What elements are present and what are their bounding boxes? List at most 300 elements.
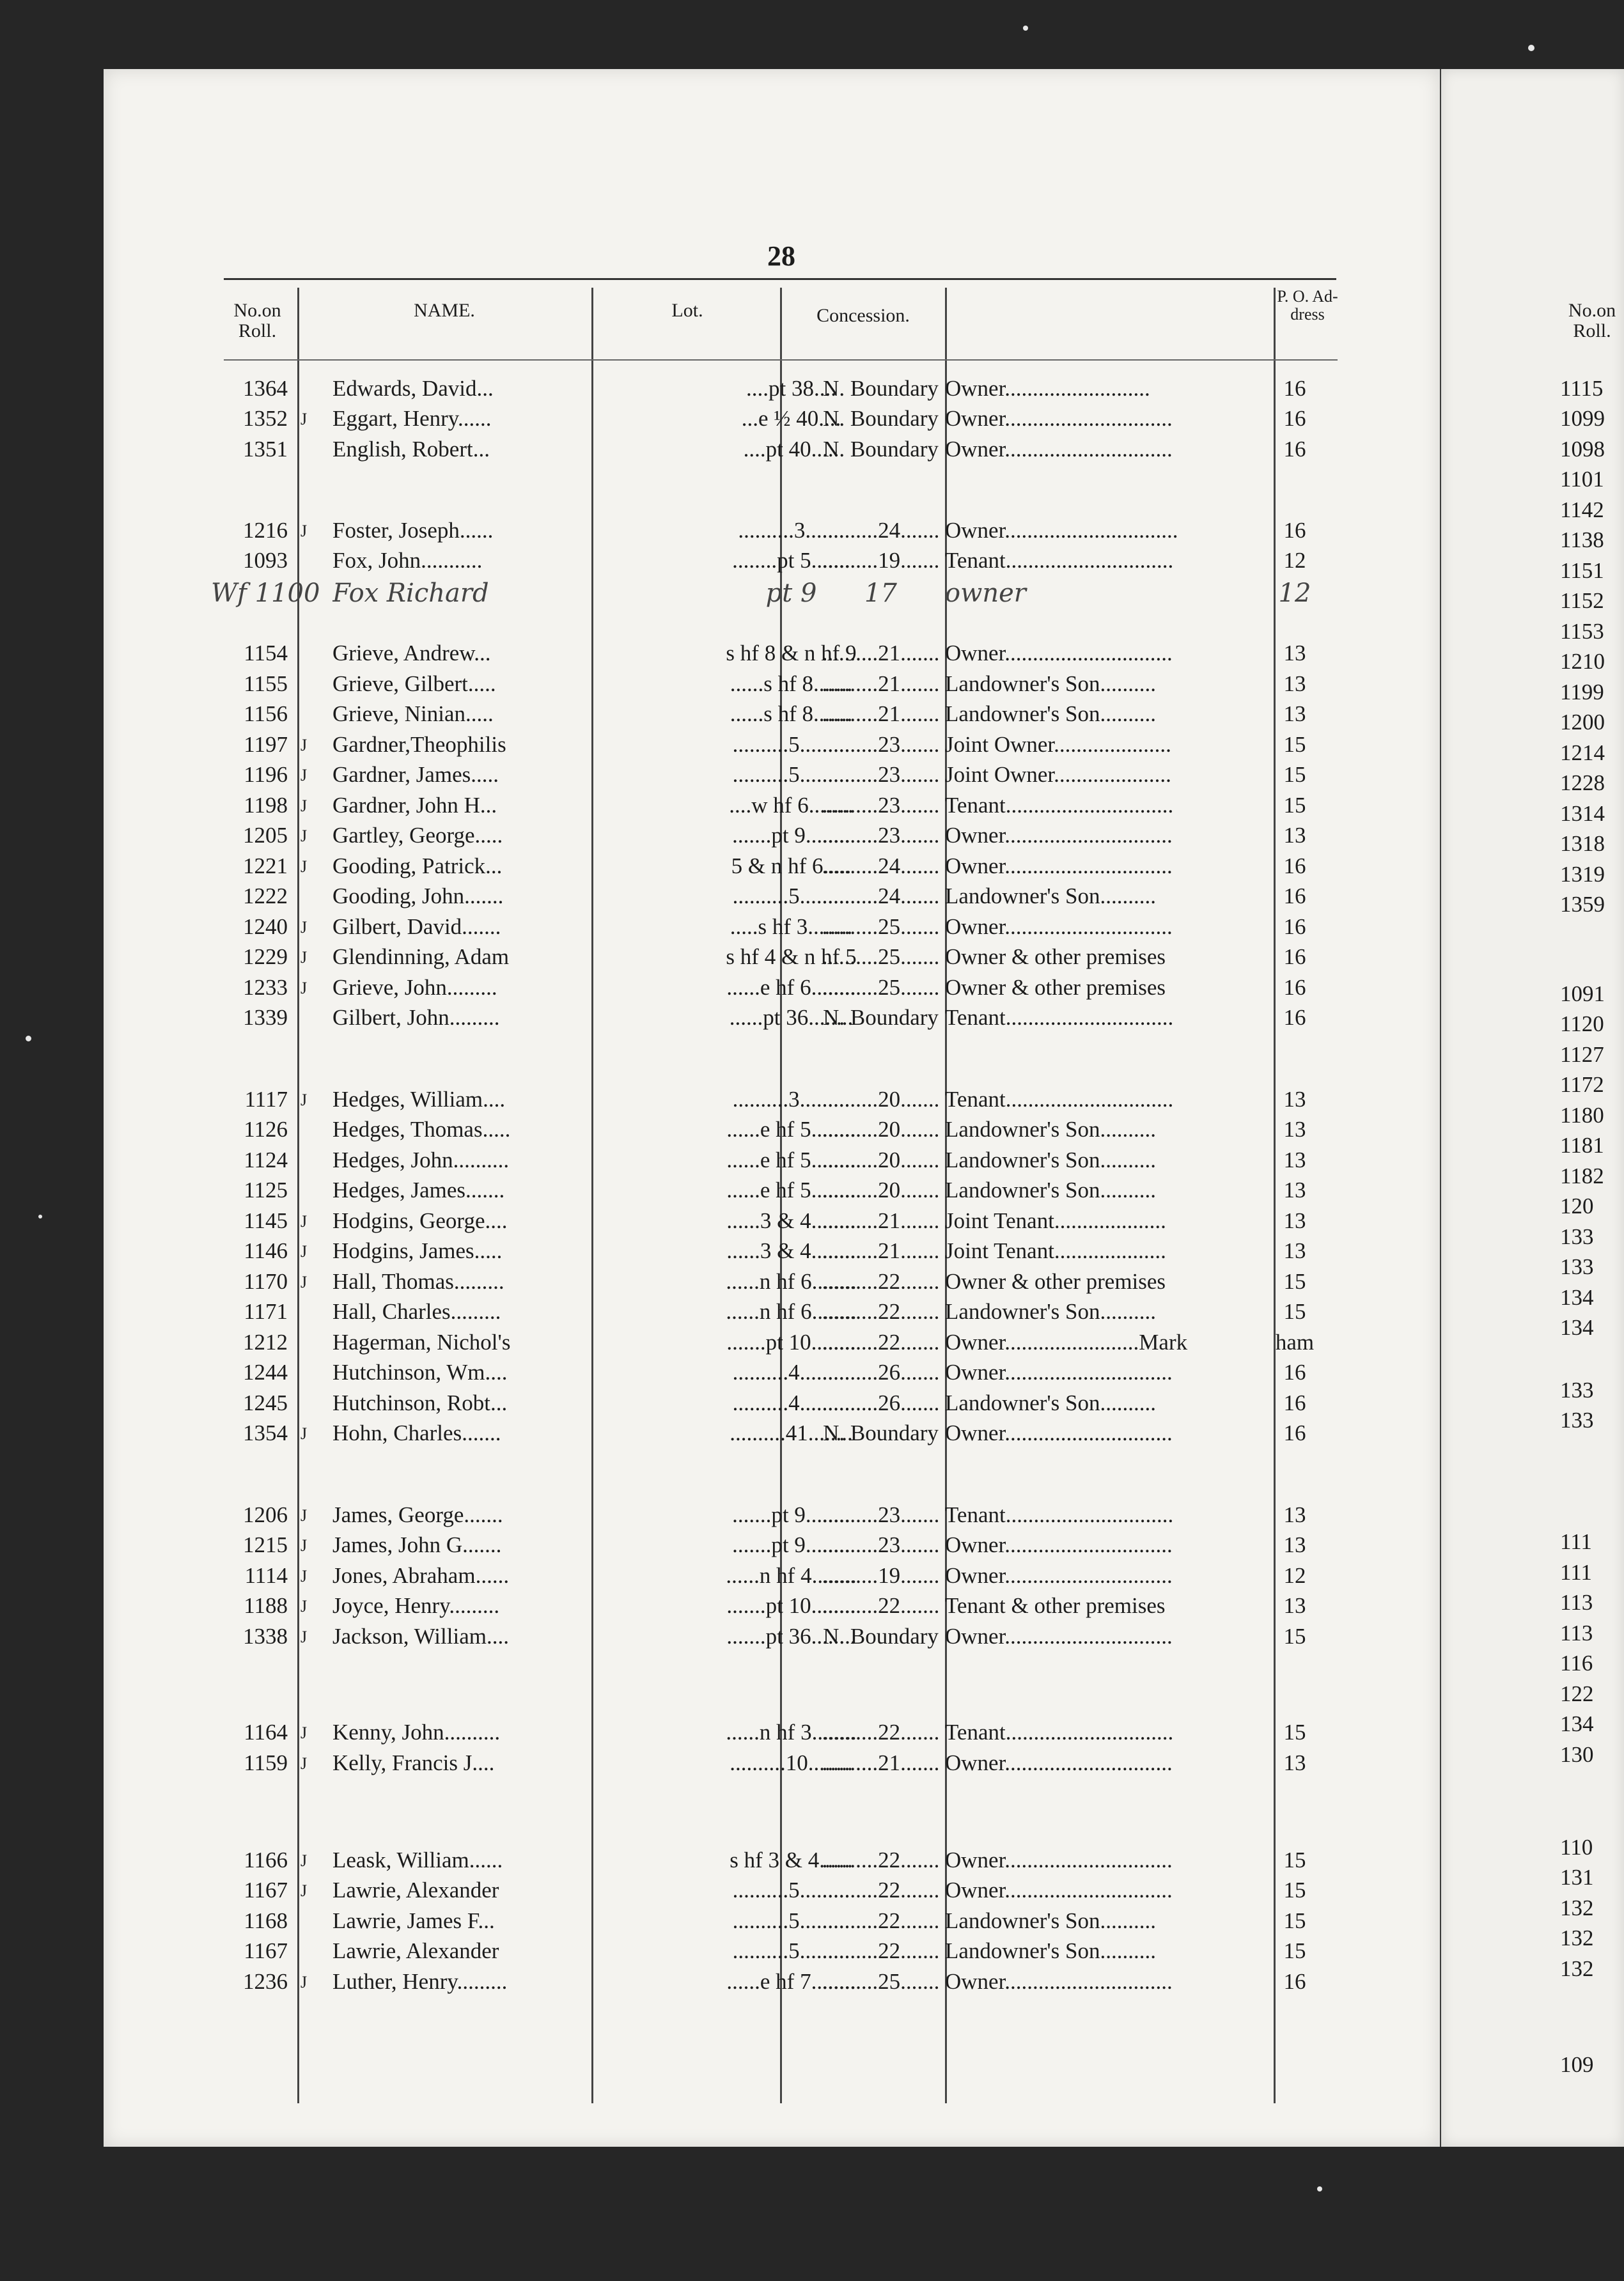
po-address-cell: 12 [1278,579,1311,608]
scan-speck [26,1036,31,1041]
concession-cell: N. Boundary [823,1421,939,1445]
right-page-roll-number: 1199 [1560,680,1604,705]
scan-speck [38,1215,42,1218]
roll-number: 1215 [243,1532,288,1557]
lot-cell: .....s hf 3........ [730,914,853,939]
concession-cell: ..........23....... [822,732,940,757]
po-address-cell: 12 [1283,1563,1306,1588]
table-row [211,701,1355,731]
table-row [211,1532,1355,1562]
roll-number: 1197 [244,732,288,757]
table-row [211,1750,1355,1780]
right-page-roll-number: 133 [1560,1254,1594,1279]
table-row [211,1360,1355,1389]
status-cell: Owner........................Mark [945,1330,1188,1355]
po-address-cell: 16 [1283,1969,1306,1994]
roll-number: 1229 [243,944,288,969]
lot-cell: .......pt 9........ [732,1532,850,1557]
voter-name: Hedges, Thomas..... [332,1117,511,1142]
roll-number: 1351 [243,437,288,462]
header-no-on-roll: No.on Roll. [233,300,281,342]
lot-cell: s hf 3 & 4...... [730,1848,853,1872]
lot-cell: ..........41........ [730,1421,853,1445]
lot-cell: ..........5......... [732,732,850,757]
concession-cell: ..........22....... [822,1938,940,1963]
joint-mark: J [301,1628,308,1646]
right-page-roll-number: 1314 [1560,801,1605,826]
concession-cell: ..........22....... [822,1299,940,1324]
table-row [211,1087,1355,1116]
voter-name: Gardner,Theophilis [332,732,506,757]
table-row [211,1563,1355,1592]
po-address-cell: 15 [1283,732,1306,757]
status-cell: Owner.............................. [945,1969,1173,1994]
header-concession: Concession. [816,305,910,326]
table-row [211,1848,1355,1877]
status-cell: Tenant.............................. [945,1720,1174,1745]
lot-cell: ........pt 5....... [732,548,850,573]
right-page-roll-number: 134 [1560,1285,1594,1310]
status-cell: Joint Owner..................... [945,762,1171,787]
po-address-cell: 13 [1283,701,1306,726]
voter-name: Foster, Joseph...... [332,518,494,543]
roll-number: 1245 [243,1390,288,1415]
status-cell: Tenant.............................. [945,793,1174,818]
status-cell: Tenant.............................. [945,1502,1174,1527]
status-cell: Owner.......................... [945,376,1150,401]
lot-cell: ..........5......... [732,762,850,787]
scan-speck [1528,45,1534,51]
po-address-cell: 16 [1283,1390,1306,1415]
joint-mark: J [301,522,308,540]
header-name: NAME. [414,300,475,321]
page-number: 28 [767,240,795,272]
table-row [211,1878,1355,1907]
roll-number: 1146 [244,1238,288,1263]
roll-number: 1155 [244,671,288,696]
voter-name: Luther, Henry......... [332,1969,508,1994]
concession-cell: ..........23....... [822,793,940,818]
lot-cell: ..........3....... [738,518,845,543]
right-page-roll-number: 1181 [1560,1133,1604,1158]
po-address-cell: 15 [1283,793,1306,818]
po-address-cell: 13 [1283,1087,1306,1112]
po-address-cell: 13 [1283,1238,1306,1263]
joint-mark: J [301,1242,308,1261]
table-row [211,1330,1355,1359]
concession-cell: ..........22....... [822,1878,940,1903]
roll-number: 1125 [244,1178,288,1203]
lot-cell: ......s hf 8....... [730,671,853,696]
roll-number: 1198 [244,793,288,818]
concession-cell: ..........24....... [822,853,940,878]
joint-mark: J [301,1567,308,1585]
concession-cell: ..........22....... [822,1593,940,1618]
scan-speck [1317,2186,1322,2191]
right-page-roll-number: 111 [1560,1560,1592,1585]
joint-mark: J [301,736,308,754]
status-cell: Landowner's Son.......... [945,1148,1157,1172]
concession-cell: ..........23....... [822,823,940,848]
lot-cell: ..........5......... [732,1938,850,1963]
status-cell: Owner.............................. [945,1360,1173,1385]
joint-mark: J [301,948,308,967]
roll-number: 1233 [243,975,288,1000]
concession-cell: N. Boundary [823,406,939,431]
voter-name: Hall, Thomas......... [332,1269,504,1294]
status-cell: Owner.............................. [945,406,1173,431]
voter-name: Hutchinson, Wm.... [332,1360,508,1385]
po-address-cell: 15 [1283,1908,1306,1933]
right-page-roll-number: 116 [1560,1651,1593,1676]
voter-name: Hagerman, Nichol's [332,1330,511,1355]
right-page-roll-number: 1120 [1560,1011,1604,1036]
lot-cell: ......n hf 6........ [726,1299,857,1324]
po-address-cell: 16 [1283,853,1306,878]
right-page-roll-number: 1142 [1560,497,1604,522]
concession-cell: ..........19....... [822,1563,940,1588]
roll-number: 1166 [244,1848,288,1872]
concession-cell: ..........22....... [822,1269,940,1294]
right-page-roll-number: 1200 [1560,710,1605,735]
lot-cell: ......e hf 5........ [726,1117,856,1142]
right-page-roll-number: 133 [1560,1224,1594,1249]
roll-number: 1168 [244,1908,288,1933]
voter-name: James, John G....... [332,1532,502,1557]
joint-mark: J [301,797,308,815]
right-page-roll-number: 134 [1560,1315,1594,1340]
lot-cell: ....pt 38.... [746,376,836,401]
table-row [211,1938,1355,1968]
concession-cell: ..........22....... [822,1848,940,1872]
po-address-cell: 16 [1283,406,1306,431]
concession-cell: N. Boundary [823,376,939,401]
roll-number: 1093 [243,548,288,573]
status-cell: Owner.............................. [945,1532,1173,1557]
concession-cell: ..........21....... [822,1750,940,1775]
lot-cell: ......n hf 6........ [726,1269,857,1294]
table-row [211,944,1355,974]
voter-name: Fox, John........... [332,548,483,573]
voter-name: Fox Richard [332,579,489,608]
concession-cell: 17 [864,579,897,608]
concession-cell: ..........26....... [822,1390,940,1415]
table-row [211,823,1355,852]
table-row [211,1299,1355,1328]
concession-cell: ..........23....... [822,1532,940,1557]
status-cell: Tenant.............................. [945,1087,1174,1112]
lot-cell: ......3 & 4........ [726,1208,856,1233]
status-cell: Owner.............................. [945,1878,1173,1903]
status-cell: Owner.............................. [945,823,1173,848]
roll-number: 1240 [243,914,288,939]
joint-mark: J [301,1424,308,1443]
right-page-roll-number: 1182 [1560,1164,1604,1188]
roll-number: Wf 1100 [211,579,320,608]
concession-cell: ..........25....... [822,914,940,939]
concession-cell: ..........23....... [822,1502,940,1527]
right-page-roll-number: 1091 [1560,981,1605,1006]
table-row [211,437,1355,466]
lot-cell: s hf 8 & n hf 9 [726,641,857,666]
joint-mark: J [301,979,308,997]
voter-name: Grieve, Gilbert..... [332,671,496,696]
table-row [211,1421,1355,1450]
lot-cell: ..........3......... [732,1087,850,1112]
roll-number: 1338 [243,1624,288,1649]
voter-name: Jones, Abraham...... [332,1563,510,1588]
right-page-roll-number: 1127 [1560,1042,1604,1067]
voter-name: Gardner, James..... [332,762,499,787]
concession-cell: ..........21....... [822,671,940,696]
lot-cell: .......pt 9........ [732,1502,850,1527]
roll-number: 1154 [244,641,288,666]
lot-cell: ....w hf 6........ [729,793,854,818]
concession-cell: ..........20....... [822,1148,940,1172]
joint-mark: J [301,1973,308,1991]
roll-number: 1156 [244,701,288,726]
voter-name: Hutchinson, Robt... [332,1390,508,1415]
lot-cell: ..........4......... [732,1390,850,1415]
roll-number: 1364 [243,376,288,401]
po-address-cell: 13 [1283,1208,1306,1233]
table-row [211,1969,1355,1998]
voter-name: Lawrie, Alexander [332,1878,499,1903]
voter-name: Joyce, Henry......... [332,1593,500,1618]
right-page-roll-number: 109 [1560,2052,1594,2077]
roll-number: 1170 [244,1269,288,1294]
status-cell: Landowner's Son.......... [945,1938,1157,1963]
joint-mark: J [301,1091,308,1109]
voter-name: Lawrie, Alexander [332,1938,499,1963]
right-page-roll-number: 1210 [1560,649,1605,674]
concession-cell: ..........25....... [822,975,940,1000]
po-address-cell: 15 [1283,1299,1306,1324]
joint-mark: J [301,1212,308,1231]
voter-name: Lawrie, James F... [332,1908,495,1933]
table-row [211,1117,1355,1146]
lot-cell: ..........10........ [730,1750,853,1775]
roll-number: 1167 [244,1878,288,1903]
roll-number: 1205 [243,823,288,848]
table-row [211,1624,1355,1653]
joint-mark: J [301,1754,308,1773]
status-cell: Owner & other premises [945,944,1166,969]
right-page-roll-number: 1151 [1560,558,1604,583]
lot-cell: ......e hf 5........ [726,1178,856,1203]
lot-cell: .......pt 10........ [726,1593,856,1618]
right-page-roll-number: 1172 [1560,1072,1604,1097]
right-page-roll-number: 1099 [1560,406,1605,431]
concession-cell: ..........21....... [822,1208,940,1233]
po-address-cell: 15 [1283,1848,1306,1872]
concession-cell: ..........21....... [822,701,940,726]
right-page-roll-number: 1319 [1560,862,1605,887]
voter-name: Grieve, John......... [332,975,497,1000]
table-row [211,1148,1355,1177]
po-address-cell: 13 [1283,671,1306,696]
table-row [211,1178,1355,1207]
table-row [211,975,1355,1004]
status-cell: Owner & other premises [945,975,1166,1000]
table-row [211,914,1355,944]
status-cell: Owner.............................. [945,914,1173,939]
po-address-cell: 15 [1283,1938,1306,1963]
lot-cell: ......n hf 3........ [726,1720,857,1745]
voter-name: Kelly, Francis J.... [332,1750,495,1775]
table-row [211,579,1355,608]
concession-cell: ..........21....... [822,1238,940,1263]
po-address-cell: 13 [1283,1750,1306,1775]
lot-cell: ......n hf 4........ [726,1563,857,1588]
po-address-cell: 16 [1283,1005,1306,1030]
po-address-cell: 15 [1283,762,1306,787]
po-address-cell: 15 [1283,1624,1306,1649]
voter-name: English, Robert... [332,437,490,462]
lot-cell: ..........5......... [732,884,850,908]
roll-number: 1126 [244,1117,288,1142]
po-address-cell: 16 [1283,944,1306,969]
po-address-cell: 15 [1283,1269,1306,1294]
concession-cell: ..........25....... [822,1969,940,1994]
right-page-roll-number: 132 [1560,1896,1594,1920]
po-address-cell: 13 [1283,1178,1306,1203]
po-address-cell: 13 [1283,1117,1306,1142]
header-lot: Lot. [671,300,703,321]
table-row [211,1502,1355,1532]
joint-mark: J [301,410,308,428]
scan-speck [1023,26,1028,31]
status-cell: Tenant.............................. [945,548,1174,573]
voter-name: Gilbert, John......... [332,1005,500,1030]
joint-mark: J [301,1597,308,1615]
right-page-roll-number: 1228 [1560,770,1605,795]
roll-number: 1212 [243,1330,288,1355]
status-cell: Owner.............................. [945,1750,1173,1775]
right-page-roll-number: 1152 [1560,588,1604,613]
voter-name: Gardner, John H... [332,793,497,818]
lot-cell: ......3 & 4........ [726,1238,856,1263]
joint-mark: J [301,1536,308,1555]
right-page-roll-number: 120 [1560,1194,1594,1218]
status-cell: Owner.............................. [945,1624,1173,1649]
voter-name: Grieve, Ninian..... [332,701,494,726]
roll-number: 1222 [243,884,288,908]
right-page-roll-number: 113 [1560,1590,1593,1615]
roll-number: 1188 [244,1593,288,1618]
roll-number: 1206 [243,1502,288,1527]
joint-mark: J [301,766,308,784]
status-cell: Owner.............................. [945,641,1173,666]
lot-cell: ......pt 36........ [729,1005,854,1030]
roll-number: 1244 [243,1360,288,1385]
status-cell: Owner & other premises [945,1269,1166,1294]
po-address-cell: 15 [1283,1720,1306,1745]
voter-name: Hall, Charles......... [332,1299,501,1324]
lot-cell: .......pt 9........ [732,823,850,848]
table-row [211,762,1355,791]
voter-name: Glendinning, Adam [332,944,510,969]
status-cell: Joint Owner..................... [945,732,1171,757]
po-address-cell: ham [1275,1330,1315,1355]
roll-number: 1117 [244,1087,288,1112]
lot-cell: ...e ½ 40.... [741,406,841,431]
table-row [211,732,1355,761]
right-page-roll-number: 1138 [1560,527,1604,552]
table-row [211,1269,1355,1298]
po-address-cell: 16 [1283,518,1306,543]
lot-cell: s hf 4 & n hf 5 [726,944,857,969]
table-row [211,793,1355,822]
table-row [211,853,1355,883]
voter-name: Jackson, William.... [332,1624,509,1649]
right-page-roll-number: 1153 [1560,619,1604,644]
table-row [211,641,1355,670]
lot-cell: ......s hf 8....... [730,701,853,726]
status-cell: Landowner's Son.......... [945,671,1157,696]
po-address-cell: 16 [1283,376,1306,401]
voter-name: Gooding, John....... [332,884,504,908]
status-cell: Landowner's Son.......... [945,1299,1157,1324]
voter-name: Hedges, James....... [332,1178,505,1203]
table-row [211,1908,1355,1938]
lot-cell: ..........5......... [732,1908,850,1933]
joint-mark: J [301,1851,308,1870]
joint-mark: J [301,1506,308,1525]
po-address-cell: 16 [1283,884,1306,908]
concession-cell: ..........22....... [822,1720,940,1745]
po-address-cell: 13 [1283,1148,1306,1172]
status-cell: Landowner's Son.......... [945,1178,1157,1203]
right-page-roll-number: 111 [1560,1529,1592,1554]
status-cell: Owner............................... [945,518,1178,543]
roll-number: 1159 [244,1750,288,1775]
lot-cell: ......e hf 5........ [726,1148,856,1172]
right-page-roll-number: 1359 [1560,892,1605,917]
voter-name: Hohn, Charles....... [332,1421,501,1445]
concession-cell: ..........20....... [822,1117,940,1142]
right-page-roll-number: 1214 [1560,740,1605,765]
voter-name: Grieve, Andrew... [332,641,491,666]
concession-cell: ..........22....... [822,1330,940,1355]
po-address-cell: 13 [1283,1532,1306,1557]
concession-cell: ..........24....... [822,884,940,908]
right-page-roll-number: 1318 [1560,831,1605,856]
status-cell: Landowner's Son.......... [945,701,1157,726]
joint-mark: J [301,1881,308,1900]
roll-number: 1339 [243,1005,288,1030]
status-cell: Tenant & other premises [945,1593,1166,1618]
right-page-roll-number: 110 [1560,1835,1593,1860]
right-page-roll-number: 133 [1560,1378,1594,1403]
po-address-cell: 15 [1283,1878,1306,1903]
table-row [211,1720,1355,1749]
lot-cell: 5 & n hf 6..... [731,853,852,878]
table-row [211,1390,1355,1420]
po-address-cell: 13 [1283,1502,1306,1527]
concession-cell: ..........20....... [822,1178,940,1203]
joint-mark: J [301,1273,308,1291]
joint-mark: J [301,827,308,845]
right-page-roll-number: 132 [1560,1926,1594,1950]
table-row [211,1238,1355,1268]
status-cell: Owner.............................. [945,1421,1173,1445]
roll-number: 1164 [244,1720,288,1745]
concession-cell: ..........26....... [822,1360,940,1385]
voter-name: Leask, William...... [332,1848,503,1872]
status-cell: Owner.............................. [945,437,1173,462]
po-address-cell: 13 [1283,823,1306,848]
